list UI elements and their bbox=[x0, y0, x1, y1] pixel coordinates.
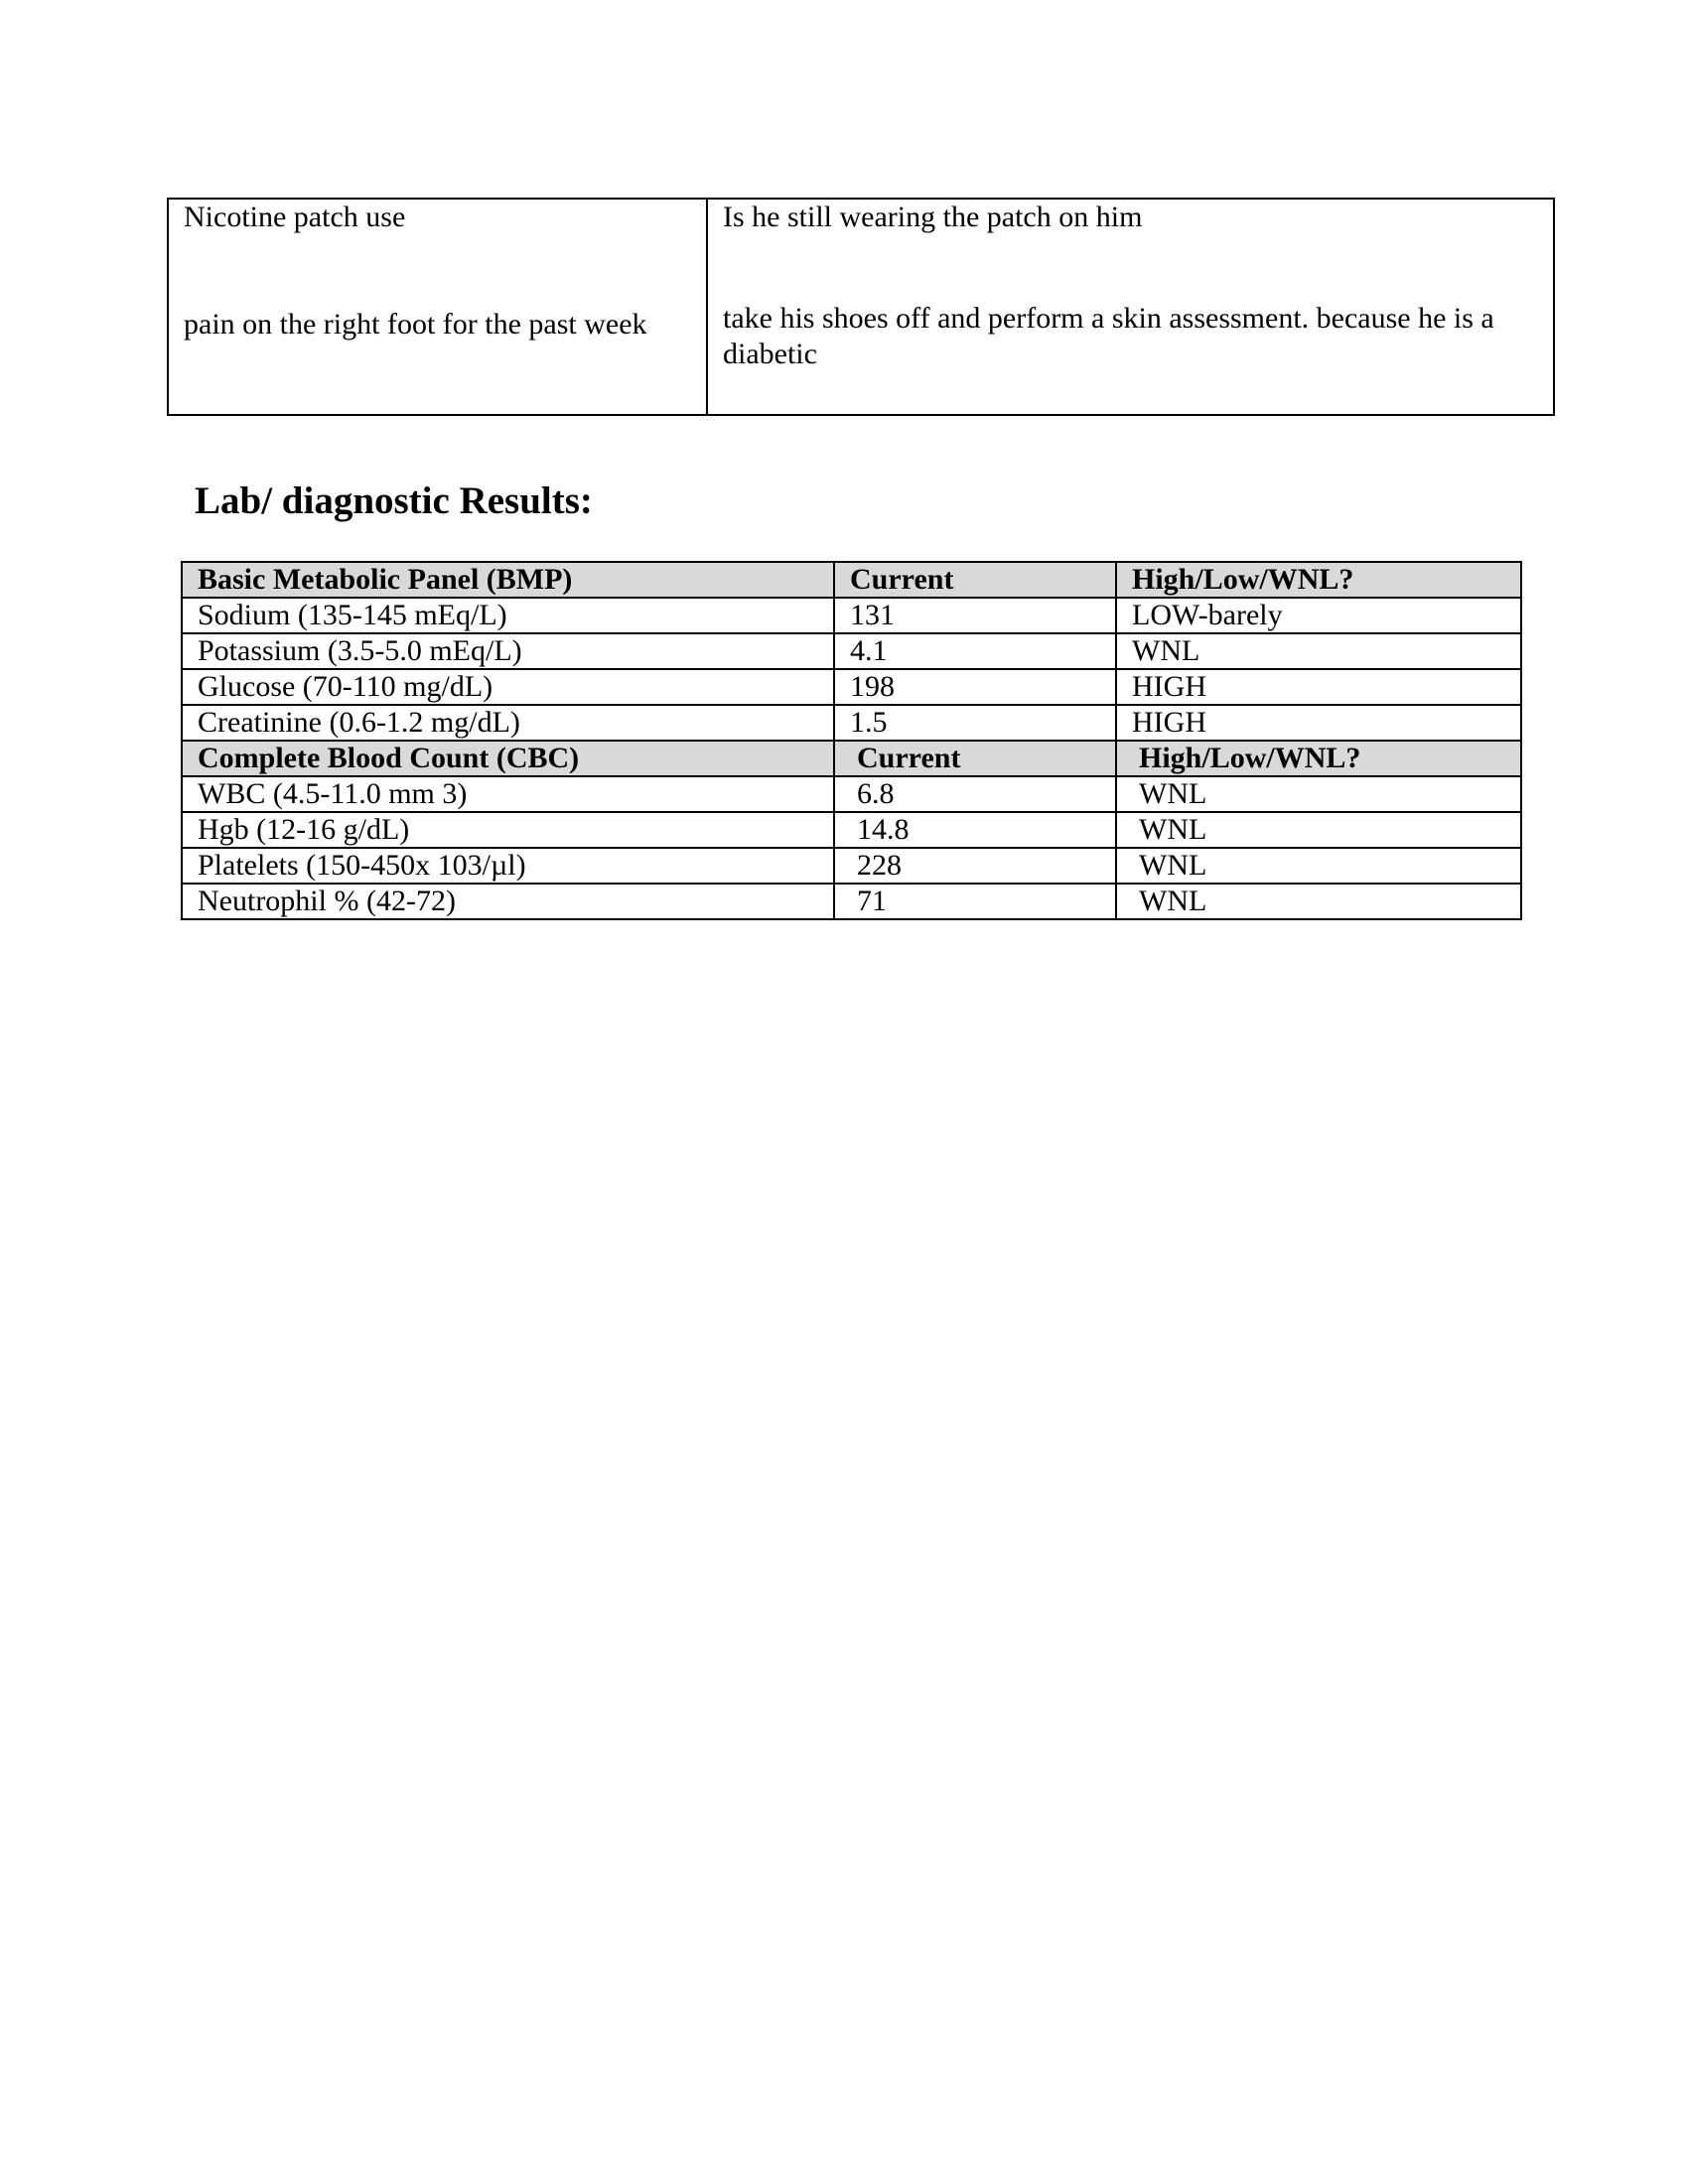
table-row bbox=[168, 199, 1554, 415]
current-value-cell: 1.5 bbox=[834, 705, 1116, 741]
header-cell: High/Low/WNL? bbox=[1116, 562, 1521, 598]
current-value-cell: 131 bbox=[834, 598, 1116, 633]
current-value-cell: 198 bbox=[834, 669, 1116, 705]
current-value-cell: 4.1 bbox=[834, 633, 1116, 669]
status-cell: WNL bbox=[1116, 848, 1521, 884]
table-row bbox=[182, 633, 1521, 669]
finding-text: Nicotine patch use bbox=[184, 201, 406, 233]
finding-text: pain on the right foot for the past week bbox=[184, 308, 647, 341]
table-row bbox=[182, 669, 1521, 705]
current-value-cell: 6.8 bbox=[834, 776, 1116, 812]
table-row bbox=[182, 776, 1521, 812]
test-name-cell: Platelets (150-450x 103/µl) bbox=[182, 848, 834, 884]
action-text: take his shoes off and perform a skin assessment. because he is a diabetic bbox=[723, 302, 1494, 370]
table-row bbox=[182, 598, 1521, 633]
test-name-cell: Hgb (12-16 g/dL) bbox=[182, 812, 834, 848]
header-cell: Complete Blood Count (CBC) bbox=[182, 741, 834, 776]
test-name-cell: Creatinine (0.6-1.2 mg/dL) bbox=[182, 705, 834, 741]
status-cell: WNL bbox=[1116, 633, 1521, 669]
cbc-header-row bbox=[182, 741, 1521, 776]
bmp-header-row bbox=[182, 562, 1521, 598]
assessment-notes-table bbox=[167, 198, 1555, 416]
action-text: Is he still wearing the patch on him bbox=[723, 201, 1143, 233]
status-cell: WNL bbox=[1116, 812, 1521, 848]
table-row bbox=[182, 884, 1521, 919]
finding-cell bbox=[168, 199, 707, 415]
status-cell: HIGH bbox=[1116, 705, 1521, 741]
table-row bbox=[182, 705, 1521, 741]
header-cell: Current bbox=[834, 741, 1116, 776]
current-value-cell: 71 bbox=[834, 884, 1116, 919]
header-cell: Current bbox=[834, 562, 1116, 598]
table-row bbox=[182, 848, 1521, 884]
test-name-cell: WBC (4.5-11.0 mm 3) bbox=[182, 776, 834, 812]
status-cell: LOW-barely bbox=[1116, 598, 1521, 633]
status-cell: WNL bbox=[1116, 776, 1521, 812]
current-value-cell: 228 bbox=[834, 848, 1116, 884]
current-value-cell: 14.8 bbox=[834, 812, 1116, 848]
header-cell: High/Low/WNL? bbox=[1116, 741, 1521, 776]
table-row bbox=[182, 812, 1521, 848]
status-cell: WNL bbox=[1116, 884, 1521, 919]
test-name-cell: Glucose (70-110 mg/dL) bbox=[182, 669, 834, 705]
header-cell: Basic Metabolic Panel (BMP) bbox=[182, 562, 834, 598]
section-heading: Lab/ diagnostic Results: bbox=[195, 479, 593, 522]
lab-results-table bbox=[181, 561, 1522, 920]
test-name-cell: Neutrophil % (42-72) bbox=[182, 884, 834, 919]
test-name-cell: Sodium (135-145 mEq/L) bbox=[182, 598, 834, 633]
test-name-cell: Potassium (3.5-5.0 mEq/L) bbox=[182, 633, 834, 669]
status-cell: HIGH bbox=[1116, 669, 1521, 705]
action-cell bbox=[707, 199, 1554, 415]
